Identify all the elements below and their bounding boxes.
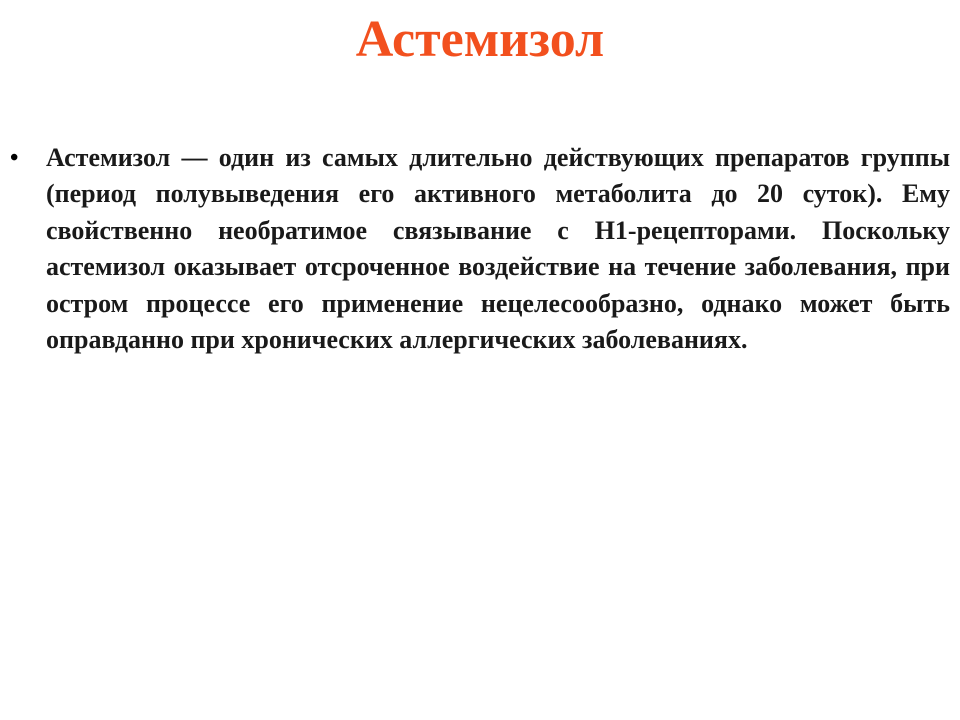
bullet-text: Астемизол — один из самых длительно действующих препаратов группы (период полувыведения его активного метаболита до 20 суток). Ему свойственно необратимое связывание с Н1-рецепторами. Поскольку астемизол оказывает отсроченное воздействие на течение заболевания, при остром процессе его применение нецелесообразно, однако может быть оправданно при хронических аллергических заболеваниях. [46, 143, 950, 355]
slide-title: Астемизол [355, 11, 605, 68]
bullet-marker-icon: • [10, 145, 19, 171]
